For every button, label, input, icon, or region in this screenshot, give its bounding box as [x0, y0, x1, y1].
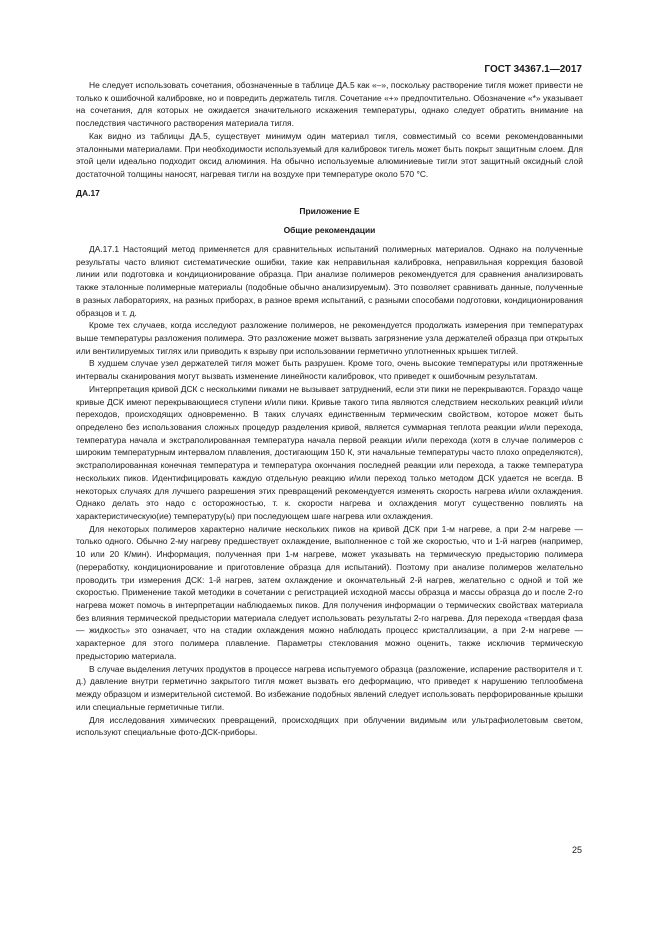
paragraph: Не следует использовать сочетания, обозначенные в таблице ДА.5 как «–», поскольку растворение тигля может привести не только к ошибочной калибровке, но и повредить держатель тигля. Сочетание «+» предпочтительно. Обозначение «*» указывает на сочетания, для которых не ожидается значительного искажения температуры, однако следует обратить внимание на последствия частичного растворения материала тигля.	[76, 80, 583, 129]
paragraph: В худшем случае узел держателей тигля может быть разрушен. Кроме того, очень высокие температуры или протяженные интервалы сканирования могут вызвать изменение линейности калибровок, что приведет к ошибочным результатам.	[76, 358, 583, 382]
paragraph: Для некоторых полимеров характерно наличие нескольких пиков на кривой ДСК при 1-м нагреве, а при 2-м нагреве — только одного. Обычно 2-му нагреву предшествует охлаждение, выполненное с той же скоростью, что и 1-й нагрев (например, 10 или 20 К/мин). Информация, полученная при 1-м нагреве, может указывать на термическую предысторию полимера (переработку, кондиционирование и приготовление образца для испытаний). Поэтому при анализе полимеров желательно проводить три измерения ДСК: 1-й нагрев, затем охлаждение и окончательный 2-й нагрев, желательно с одной и той же скоростью. Применение такой методики в сочетании с регистрацией исходной массы образца и массы образца до и после 2-го нагрева может помочь в интерпретации наблюдаемых пиков. Для получения информации о термических свойствах материала без влияния термической предыстории материала следует использовать результаты 2-го нагрева. Для перехода «твердая фаза — жидкость» это означает, что на стадии охлаждения можно наблюдать процесс кристаллизации, а при 2-м нагреве — характерное для этого полимера плавление. Параметры стеклования можно оценить, также исключив термическую предысторию материала.	[76, 523, 583, 661]
paragraph: ДА.17.1 Настоящий метод применяется для сравнительных испытаний полимерных материалов. Однако на полученные результаты часто влияют систематические ошибки, такие как неправильная калибровка, неправильная коррекция базовой линии или подготовка и кондиционирование образца. При анализе полимеров рекомендуется для сравнения анализировать также эталонные полимерные материалы (подобные обычно анализируемым). Это позволяет сравнивать данные, полученные в разных лабораториях, на разных приборах, в разное время испытаний, с разными способами подготовки, кондиционирования образцов и т. д.	[76, 243, 583, 318]
appendix-subtitle: Общие рекомендации	[283, 225, 376, 236]
section-label: ДА.17	[76, 187, 100, 198]
paragraph: В случае выделения летучих продуктов в процессе нагрева испытуемого образца (разложение, испарение растворителя и т. д.) давление внутри герметично закрытого тигля может вызвать его деформацию, что приведет к нарушению теплообмена между образцом и измерительной системой. Во избежание подобных явлений следует использовать перфорированные крышки или специальные герметичные тигли.	[76, 663, 583, 712]
paragraph: Как видно из таблицы ДА.5, существует минимум один материал тигля, совместимый со всеми рекомендованными эталонными материалами. При необходимости используемый для калибровок тигель может быть покрыт защитным слоем. Для этой цели идеально подходит оксид алюминия. На обычно используемые алюминиевые тигли этот защитный оксидный слой достаточной толщины наносят, нагревая тигли на воздухе при температуре около 570 °С.	[76, 130, 583, 180]
paragraph: Для исследования химических превращений, происходящих при облучении видимым или ультрафиолетовым светом, используют специальные фото-ДСК-приборы.	[76, 714, 583, 738]
document-body	[76, 79, 583, 739]
document-code: ГОСТ 34367.1—2017	[484, 64, 582, 75]
appendix-title: Приложение Е	[299, 206, 360, 217]
page-number: 25	[571, 845, 582, 855]
paragraph: Интерпретация кривой ДСК с несколькими пиками не вызывает затруднений, если эти пики не перекрываются. Гораздо чаще кривые ДСК имеют перекрывающиеся ступени и/или пики. Кривые такого типа являются следствием нескольких реакций и/или переходов, происходящих одновременно. В таких случаях единственным термическим свойством, которое может быть определено без использования сложных процедур разделения кривой, является суммарная теплота реакции и/или перехода, температура начала и экстраполированная температура начала первой реакции и/или перехода (хотя в случае полимеров с широким температурным интервалом плавления, достигающим 150 К, эти начальные температуры часто плохо определяются), экстраполированная конечная температура и температура окончания последней реакции или перехода, а также температура нескольких пиков. Идентифицировать каждую отдельную реакцию и/или переход только методом ДСК удается не всегда. В некоторых случаях для лучшего разрешения этих превращений рекомендуется изменять скорость нагрева и/или охлаждения. Однако делать это надо с осторожностью, т. к. скорости нагрева и охлаждения могут существенно повлиять на характеристическую(ие) температуру(ы) при последующем шаге нагрева или охлаждения.	[76, 383, 583, 521]
paragraph: Кроме тех случаев, когда исследуют разложение полимеров, не рекомендуется продолжать измерения при температурах выше температуры разложения полимера. Это разложение может вызвать загрязнение узла держателей образца при открытых или вентилируемых тиглях или приводить к взрыву при использовании герметично уплотненных крышек тиглей.	[76, 320, 583, 356]
